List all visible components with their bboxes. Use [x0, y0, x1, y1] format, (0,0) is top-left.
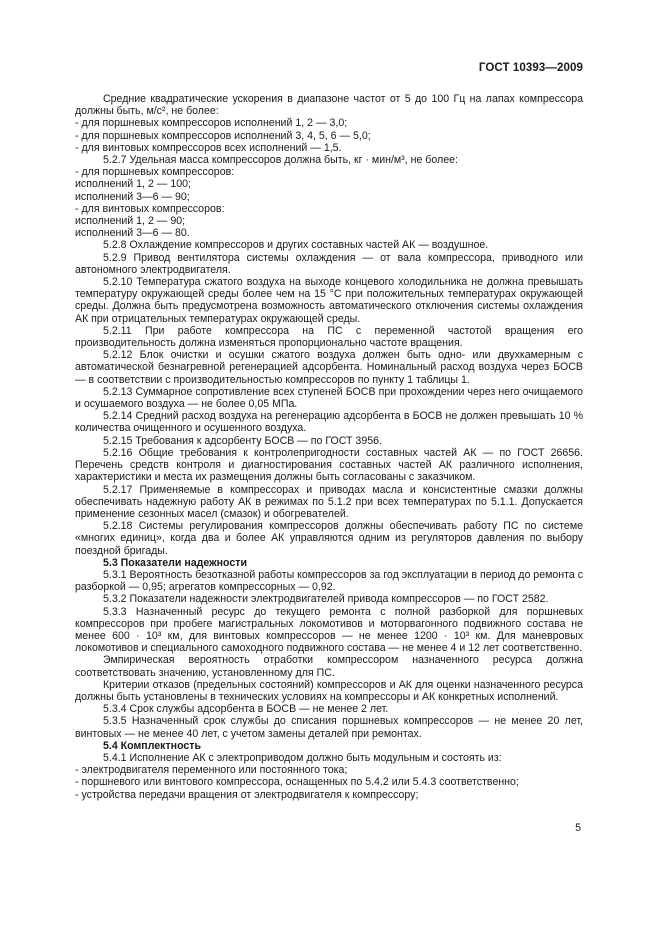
paragraph: 5.2.9 Привод вентилятора системы охлаждения — от вала компрессора, приводного или автономного электродвигателя. [75, 251, 583, 276]
paragraph: 5.3.1 Вероятность безотказной работы компрессоров за год эксплуатации в период до ремонта с разборкой — 0,95; агрегатов компрессорных — 0,92. [75, 568, 583, 594]
paragraph: Критерии отказов (предельных состояний) компрессоров и АК для оценки назначенного ресурса должны быть установлены в технических условиях на компрессоры и АК конкретных исполнений. [75, 678, 583, 703]
paragraph: - электродвигателя переменного или постоянного тока; [75, 764, 348, 777]
paragraph: исполнений 3—6 — 90; [75, 190, 190, 203]
paragraph: 5.3.2 Показатели надежности электродвигателей привода компрессоров — по ГОСТ 2582. [103, 593, 549, 606]
paragraph: 5.2.7 Удельная масса компрессоров должна быть, кг · мин/м³, не более: [103, 154, 458, 167]
paragraph: 5.2.12 Блок очистки и осушки сжатого воздуха должен быть одно- или двухкамерным с автоматической безнагревной регенерацией адсорбента. Номинальный расход воздуха через БОСВ — в соответствии с производительностью компрессоров по пункту 1 таблицы 1. [75, 349, 583, 386]
paragraph: 5.2.11 При работе компрессора на ПС с переменной частотой вращения его производительность должна изменяться пропорционально частоте вращения. [75, 324, 583, 350]
paragraph: 5.2.10 Температура сжатого воздуха на выходе концевого холодильника не должна превышать температуру окружающей среды более чем на 15 °С при положительных температурах окружающей среды. Должна быть предусмотрена возможность автоматического отключения системы охлаждения АК при отрицательных температурах окружающей среды. [75, 276, 583, 325]
paragraph: 5.2.13 Суммарное сопротивление всех ступеней БОСВ при прохождении через него очищаемого и осушаемого воздуха — не более 0,05 МПа. [75, 385, 583, 411]
paragraph: 5.3.4 Срок службы адсорбента в БОСВ — не менее 2 лет. [103, 703, 389, 716]
paragraph: - устройства передачи вращения от электродвигателя к компрессору; [75, 788, 419, 801]
section-heading: 5.4 Комплектность [103, 739, 201, 752]
paragraph: - для винтовых компрессоров всех исполнений — 1,5. [75, 141, 342, 154]
paragraph: 5.4.1 Исполнение АК с электроприводом должно быть модульным и состоять из: [103, 751, 502, 764]
paragraph: 5.2.15 Требования к адсорбенту БОСВ — по ГОСТ 3956. [103, 434, 382, 447]
paragraph: - для поршневых компрессоров: [75, 166, 235, 179]
paragraph: 5.2.16 Общие требования к контролепригодности составных частей АК — по ГОСТ 26656. Перечень средств контроля и диагностирования составных частей АК различного исполнения, характеристики и места их размещения должны быть согласованы с заказчиком. [75, 446, 583, 484]
document-body [75, 93, 583, 801]
paragraph: - для поршневых компрессоров исполнений 1, 2 — 3,0; [75, 117, 348, 130]
paragraph: 5.2.17 Применяемые в компрессорах и приводах масла и консистентные смазки должны обеспечивать надежную работу АК в режимах по 5.1.2 при всех температурах по 5.1.1. Допускается применение сезонных масел (смазок) и обогревателей. [75, 483, 583, 520]
paragraph: Эмпирическая вероятность отработки компрессором назначенного ресурса должна соответствовать значению, установленному для ПС. [75, 654, 583, 679]
paragraph: - поршневого или винтового компрессора, оснащенных по 5.4.2 или 5.4.3 соответственно; [75, 776, 519, 789]
paragraph: Средние квадратические ускорения в диапазоне частот от 5 до 100 Гц на лапах компрессора должны быть, м/с², не более: [75, 93, 583, 118]
paragraph: 5.3.3 Назначенный ресурс до текущего ремонта с полной разборкой для поршневых компрессоров при пробеге магистральных локомотивов и моторвагонного подвижного состава не менее 600 · 10³ км, для винтовых компрессоров — не менее 1200 · 10³ км. Для маневровых локомотивов и специального самоходного подвижного состава — не менее 4 и 12 лет соответственно. [75, 605, 583, 655]
paragraph: 5.2.8 Охлаждение компрессоров и других составных частей АК — воздушное. [103, 239, 489, 252]
paragraph: исполнений 1, 2 — 90; [75, 215, 186, 228]
page-number: 5 [575, 822, 581, 834]
paragraph: - для винтовых компрессоров: [75, 202, 225, 215]
paragraph: исполнений 1, 2 — 100; [75, 178, 191, 191]
paragraph: исполнений 3—6 — 80. [75, 227, 190, 240]
standard-header: ГОСТ 10393—2009 [478, 62, 583, 74]
paragraph: 5.2.18 Системы регулирования компрессоров должны обеспечивать работу ПС по системе «многих единиц», когда два и более АК управляются одним из регуляторов давления по выбору поездной бригады. [75, 520, 583, 557]
paragraph: 5.2.14 Средний расход воздуха на регенерацию адсорбента в БОСВ не должен превышать 10 % количества очищенного и осушенного воздуха. [75, 410, 583, 435]
paragraph: - для поршневых компрессоров исполнений 3, 4, 5, 6 — 5,0; [75, 129, 371, 142]
section-heading: 5.3 Показатели надежности [103, 556, 247, 569]
paragraph: 5.3.5 Назначенный срок службы до списания поршневых компрессоров — не менее 20 лет, винтовых — не менее 40 лет, с учетом замены деталей при ремонтах. [75, 715, 583, 740]
